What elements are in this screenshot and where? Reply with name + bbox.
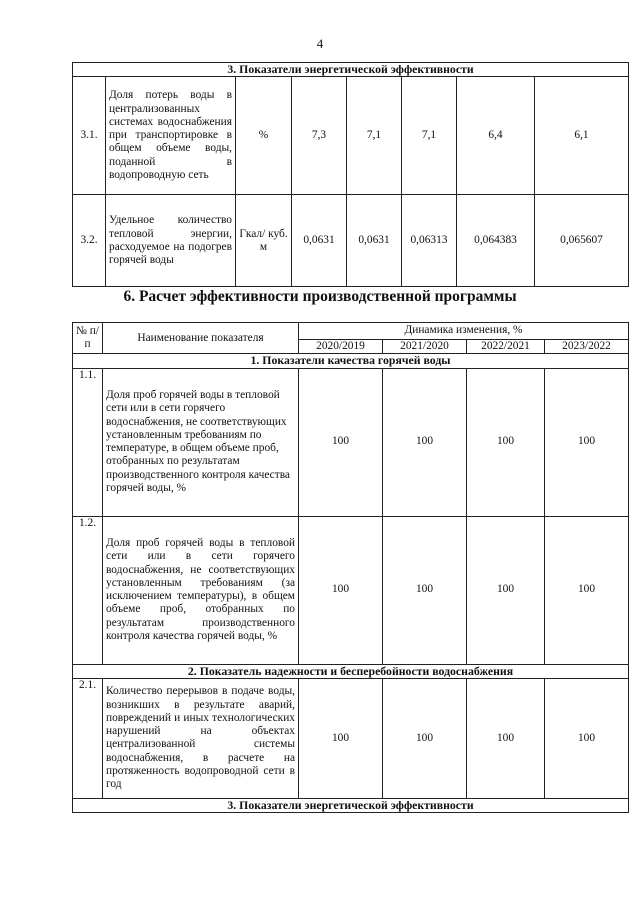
header-period: 2023/2022	[545, 340, 629, 354]
value-cell: 0,065607	[535, 195, 629, 287]
table-row	[73, 678, 629, 798]
unit-cell: Гкал/ куб. м	[236, 195, 292, 287]
value-cell: 6,4	[457, 77, 535, 195]
value-cell: 100	[467, 678, 545, 798]
value-cell: 100	[467, 368, 545, 516]
indicator-name: Удельное количество тепловой энергии, расходуемое на подогрев горячей воды	[106, 195, 236, 287]
value-cell: 100	[299, 368, 383, 516]
header-period: 2021/2020	[383, 340, 467, 354]
indicator-name: Доля проб горячей воды в тепловой сети или в сети горячего водоснабжения, не соответствующих установленным требованиям по температуре, в общем объеме проб, отобранных по результатам производственного контроля качества горячей воды, %	[103, 368, 299, 516]
indicator-name: Доля проб горячей воды в тепловой сети или в сети горячего водоснабжения, не соответствующих установленным требованиям (за исключением температуры), в общем объеме проб, отобранных по результатам производственного контроля качества горячей воды, %	[103, 516, 299, 664]
value-cell: 7,3	[292, 77, 347, 195]
value-cell: 100	[467, 516, 545, 664]
row-number: 2.1.	[73, 678, 103, 798]
table-row	[73, 368, 629, 516]
header-number: № п/п	[73, 323, 103, 354]
table-row	[73, 516, 629, 664]
value-cell: 100	[299, 678, 383, 798]
page-number: 4	[316, 36, 324, 51]
value-cell: 100	[545, 678, 629, 798]
row-number: 3.2.	[73, 195, 106, 287]
section-title: 3. Показатели энергетической эффективности	[73, 63, 629, 77]
table-row	[73, 195, 629, 287]
value-cell: 0,064383	[457, 195, 535, 287]
value-cell: 7,1	[347, 77, 402, 195]
value-cell: 100	[545, 368, 629, 516]
header-period: 2022/2021	[467, 340, 545, 354]
table-row	[73, 77, 629, 195]
energy-efficiency-table	[72, 62, 629, 287]
row-number: 3.1.	[73, 77, 106, 195]
header-indicator: Наименование показателя	[103, 323, 299, 354]
unit-cell: %	[236, 77, 292, 195]
header-period: 2020/2019	[299, 340, 383, 354]
section-title: 3. Показатели энергетической эффективности	[73, 798, 629, 812]
row-number: 1.1.	[73, 368, 103, 516]
section-heading: 6. Расчет эффективности производственной программы	[123, 288, 517, 305]
value-cell: 7,1	[402, 77, 457, 195]
section-title: 1. Показатели качества горячей воды	[73, 354, 629, 368]
value-cell: 100	[383, 516, 467, 664]
value-cell: 0,0631	[347, 195, 402, 287]
program-efficiency-table	[72, 322, 629, 813]
value-cell: 100	[383, 368, 467, 516]
indicator-name: Доля потерь воды в централизованных системах водоснабжения при транспортировке в общем объеме воды, поданной в водопроводную сеть	[106, 77, 236, 195]
value-cell: 100	[545, 516, 629, 664]
header-dynamics: Динамика изменения, %	[299, 323, 629, 340]
value-cell: 100	[299, 516, 383, 664]
row-number: 1.2.	[73, 516, 103, 664]
value-cell: 0,0631	[292, 195, 347, 287]
indicator-name: Количество перерывов в подаче воды, возникших в результате аварий, повреждений и иных технологических нарушений на объектах централизованной системы водоснабжения, в расчете на протяженность водопроводной сети в год	[103, 678, 299, 798]
value-cell: 0,06313	[402, 195, 457, 287]
section-title: 2. Показатель надежности и бесперебойности водоснабжения	[73, 664, 629, 678]
value-cell: 100	[383, 678, 467, 798]
value-cell: 6,1	[535, 77, 629, 195]
